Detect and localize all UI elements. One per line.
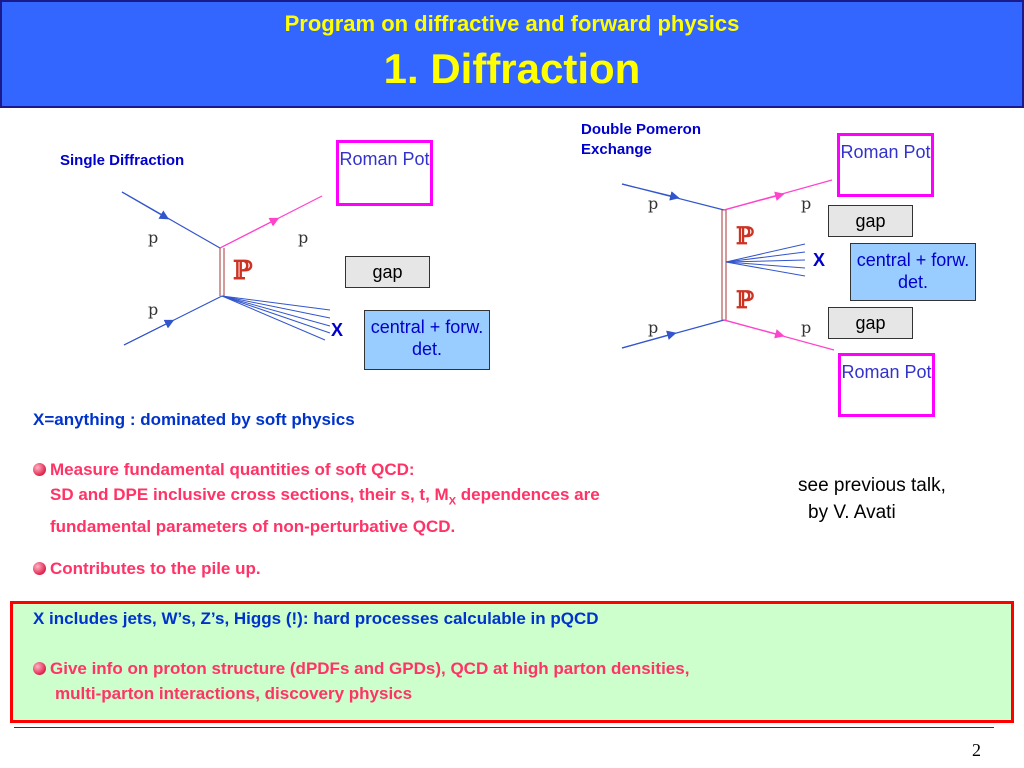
bullet2-text: Contributes to the pile up. (50, 559, 261, 578)
dpe-gap-bottom-box: gap (828, 307, 913, 339)
dpe-label: Double Pomeron Exchange (581, 121, 702, 158)
bullet1-line1: Measure fundamental quantities of soft QCD: (50, 460, 415, 479)
dpe-p-top-right: p (801, 194, 812, 213)
bullet-icon (33, 662, 46, 675)
sd-p-bottom-left: p (148, 300, 159, 319)
bullet-icon (33, 463, 46, 476)
note-line1: see previous talk, (798, 475, 946, 496)
dpe-pomeron-label-bottom: ℙ (736, 285, 755, 314)
dpe-gap-top-box: gap (828, 205, 913, 237)
sd-x-spray (222, 296, 330, 340)
x-anything-label: X=anything : (33, 410, 141, 429)
page-number: 2 (972, 740, 981, 760)
footer-divider (14, 727, 994, 728)
sd-gap-box: gap (345, 256, 430, 288)
slide-title: 1. Diffraction (383, 45, 641, 92)
dpe-detector-box: central + forw. det. (850, 243, 976, 301)
sd-roman-pot-box: Roman Pot (336, 140, 433, 206)
green-box-bullet (33, 656, 689, 706)
dpe-p-bottom-left: p (648, 318, 659, 337)
bullet-soft-qcd (33, 457, 793, 539)
x-anything-text: dominated by soft physics (140, 410, 355, 429)
green-box-bullet-line2: multi-parton interactions, discovery physics (55, 684, 413, 703)
sd-detector-box: central + forw. det. (364, 310, 490, 370)
bullet1-line2-sub: X (448, 495, 457, 508)
note-line2: by V. Avati (808, 502, 896, 523)
sd-x-label: X (331, 320, 344, 340)
dpe-roman-pot-bottom-box: Roman Pot (838, 353, 935, 417)
dpe-pomeron-label-top: ℙ (736, 221, 755, 250)
dpe-p-top-left: p (648, 194, 659, 213)
sd-p-top-left: p (148, 228, 159, 247)
dpe-p-bottom-right: p (801, 318, 812, 337)
bullet-pile-up (33, 556, 261, 581)
dpe-roman-pot-top-box: Roman Pot (837, 133, 934, 197)
single-diffraction-label: Single Diffraction (60, 152, 185, 169)
bullet1-line2-a: SD and DPE inclusive cross sections, their s, t, M (50, 485, 449, 504)
bullet1-line3: fundamental parameters of non-perturbative QCD. (50, 517, 456, 537)
green-box-bullet-line1: Give info on proton structure (dPDFs and GPDs), QCD at high parton densities, (50, 659, 690, 678)
bullet-icon (33, 562, 46, 575)
sd-pomeron-label: ℙ (233, 256, 253, 286)
green-box-line1: X includes jets, W’s, Z’s, Higgs (!): hard processes calculable in pQCD (33, 609, 599, 628)
sd-p-top-right: p (298, 228, 309, 247)
slide-subtitle: Program on diffractive and forward physics (284, 11, 740, 36)
x-anything-line (33, 407, 355, 432)
bullet1-line2-b: dependences are (456, 485, 600, 504)
dpe-x-label: X (813, 250, 826, 270)
